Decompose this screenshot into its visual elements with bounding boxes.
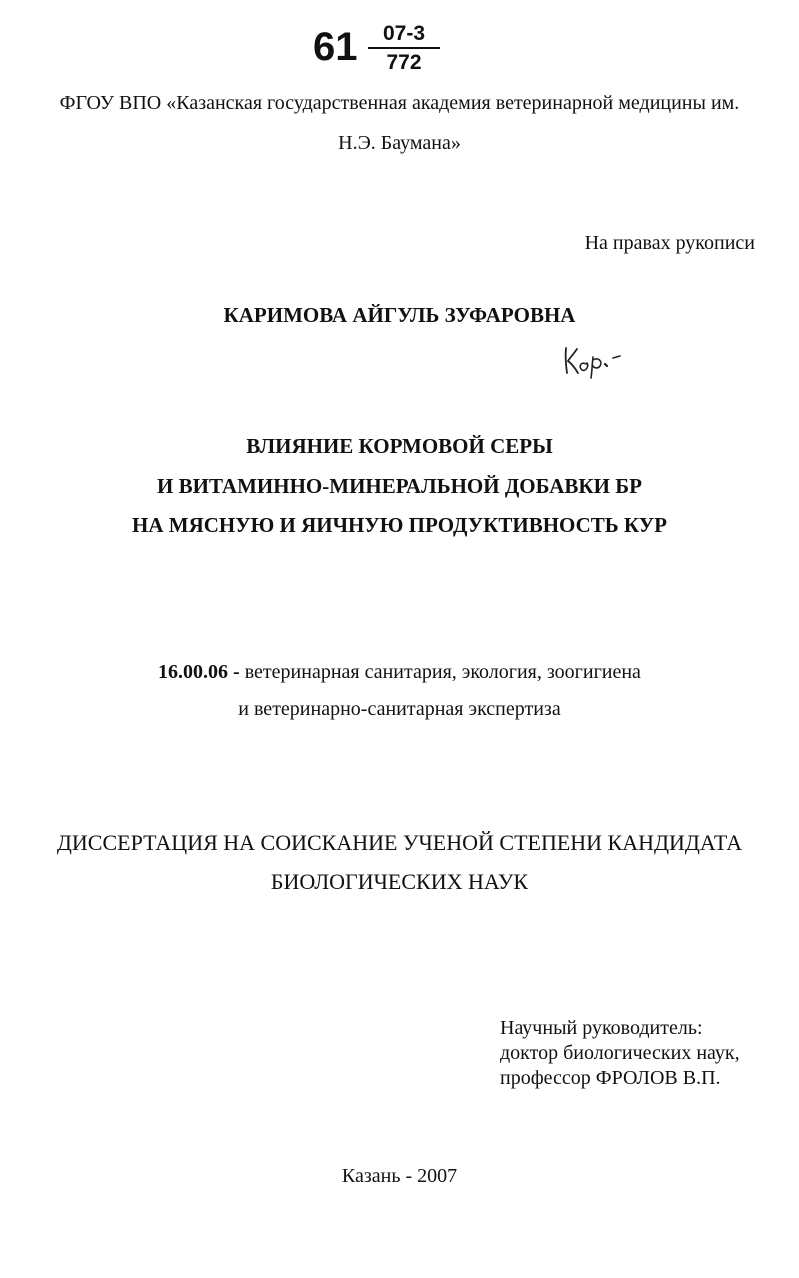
handwritten-signature	[560, 340, 630, 380]
library-code-bottom: 772	[386, 51, 422, 74]
rights-note: На правах рукописи	[584, 232, 755, 254]
supervisor-line-3: профессор ФРОЛОВ В.П.	[500, 1067, 721, 1089]
supervisor-line-1: Научный руководитель:	[500, 1017, 703, 1039]
institution-line-1: ФГОУ ВПО «Казанская государственная академия ветеринарной медицины им.	[59, 92, 740, 114]
author-name: КАРИМОВА АЙГУЛЬ ЗУФАРОВНА	[223, 303, 576, 327]
specialty-line-2: и ветеринарно-санитарная экспертиза	[238, 698, 561, 720]
city-year: Казань - 2007	[341, 1165, 458, 1187]
library-code-main: 61	[313, 25, 358, 69]
specialty-code: 16.00.06 -	[158, 661, 240, 683]
dissertation-line-2: БИОЛОГИЧЕСКИХ НАУК	[270, 869, 529, 894]
title-line-1: ВЛИЯНИЕ КОРМОВОЙ СЕРЫ	[246, 434, 553, 458]
title-line-3: НА МЯСНУЮ И ЯИЧНУЮ ПРОДУКТИВНОСТЬ КУР	[132, 513, 667, 537]
fraction-bar	[368, 47, 440, 49]
specialty-text: ветеринарная санитария, экология, зоогигиена	[239, 661, 641, 683]
title-line-2: И ВИТАМИННО-МИНЕРАЛЬНОЙ ДОБАВКИ БР	[157, 474, 642, 498]
supervisor-line-2: доктор биологических наук,	[500, 1042, 740, 1064]
dissertation-line-1: ДИССЕРТАЦИЯ НА СОИСКАНИЕ УЧЕНОЙ СТЕПЕНИ КАНДИДАТА	[56, 830, 743, 855]
library-code-fraction	[368, 22, 440, 75]
supervisor-block	[500, 1016, 740, 1091]
institution-line-2: Н.Э. Баумана»	[338, 132, 461, 154]
library-code-top: 07-3	[382, 22, 426, 45]
specialty-line-1	[0, 660, 799, 684]
